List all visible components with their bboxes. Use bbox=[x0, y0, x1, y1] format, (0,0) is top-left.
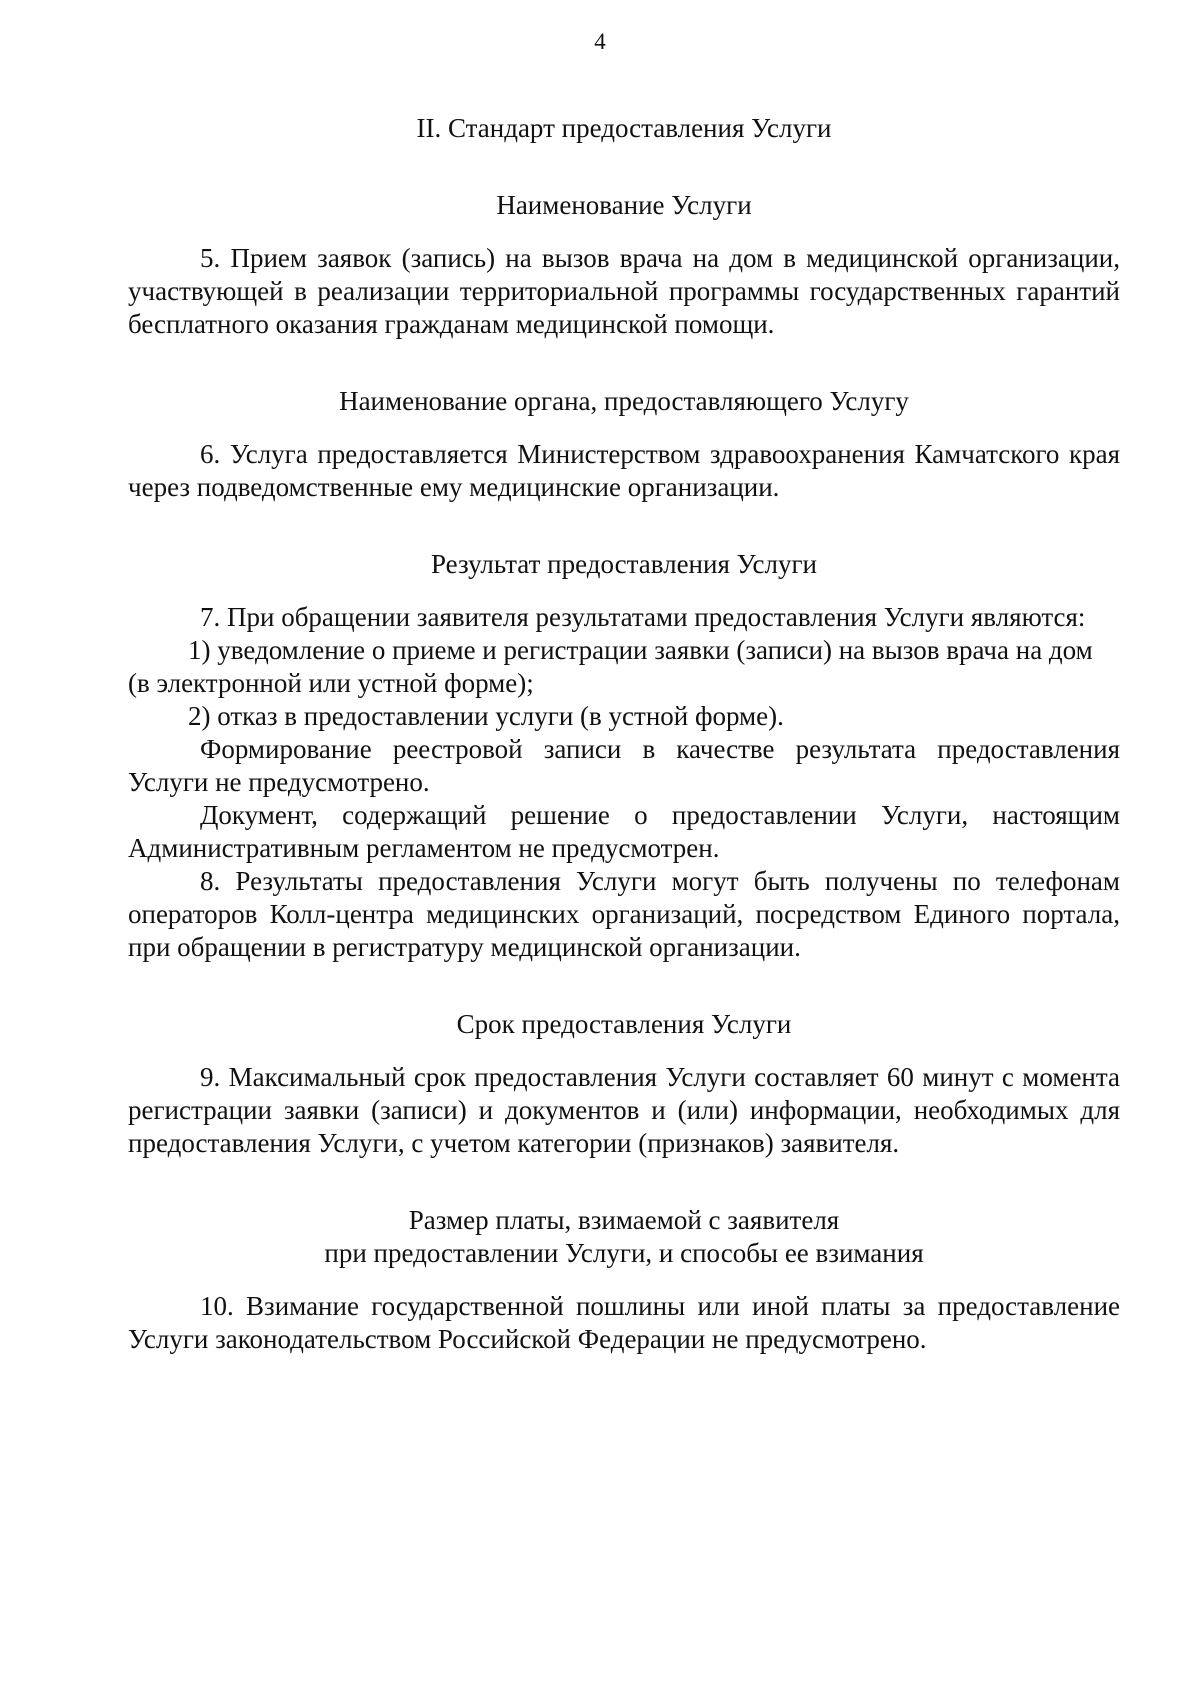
list-item-2: 2) отказ в предоставлении услуги (в устной форме). bbox=[188, 701, 784, 731]
paragraph-5: 5. Прием заявок (запись) на вызов врача на дом в медицинской организации, участвующей в реализации территориальной программы государственных гарантий бесплатного оказания гражданам медицинской помощи. bbox=[128, 243, 1120, 339]
subheading-fee-line2: при предоставлении Услуги, и способы ее взимания bbox=[324, 1238, 924, 1268]
paragraph-7: 7. При обращении заявителя результатами предоставления Услуги являются: bbox=[200, 602, 1086, 632]
page-number: 4 bbox=[594, 29, 606, 54]
section-service-name bbox=[128, 189, 1120, 341]
list-item-1: 1) уведомление о приеме и регистрации заявки (записи) на вызов врача на дом (в электронной или устной форме); bbox=[128, 635, 1093, 698]
subheading-service-name: Наименование Услуги bbox=[496, 190, 752, 220]
subheading-authority: Наименование органа, предоставляющего Услугу bbox=[339, 386, 909, 416]
subheading-fee-line1: Размер платы, взимаемой с заявителя bbox=[408, 1205, 840, 1235]
paragraph-document: Документ, содержащий решение о предоставлении Услуги, настоящим Административным регламентом не предусмотрен. bbox=[128, 800, 1120, 863]
paragraph-registry: Формирование реестровой записи в качестве результата предоставления Услуги не предусмотрено. bbox=[128, 734, 1120, 797]
section-fee bbox=[128, 1204, 1120, 1356]
section-authority bbox=[128, 385, 1120, 504]
section-result bbox=[128, 548, 1120, 964]
subheading-term: Срок предоставления Услуги bbox=[456, 1009, 792, 1039]
paragraph-6: 6. Услуга предоставляется Министерством здравоохранения Камчатского края через подведомственные ему медицинские организации. bbox=[128, 439, 1120, 502]
section-title: II. Стандарт предоставления Услуги bbox=[416, 113, 832, 143]
paragraph-8: 8. Результаты предоставления Услуги могут быть получены по телефонам операторов Колл-центра медицинских организаций, посредством Единого портала, при обращении в регистратуру медицинской организации. bbox=[128, 866, 1120, 962]
paragraph-9: 9. Максимальный срок предоставления Услуги составляет 60 минут с момента регистрации заявки (записи) и документов и (или) информации, необходимых для предоставления Услуги, с учетом категории (признаков) заявителя. bbox=[128, 1062, 1120, 1158]
paragraph-10: 10. Взимание государственной пошлины или иной платы за предоставление Услуги законодательством Российской Федерации не предусмотрено. bbox=[128, 1291, 1120, 1354]
subheading-result: Результат предоставления Услуги bbox=[431, 549, 817, 579]
document-content bbox=[128, 112, 1120, 1356]
section-term bbox=[128, 1008, 1120, 1160]
